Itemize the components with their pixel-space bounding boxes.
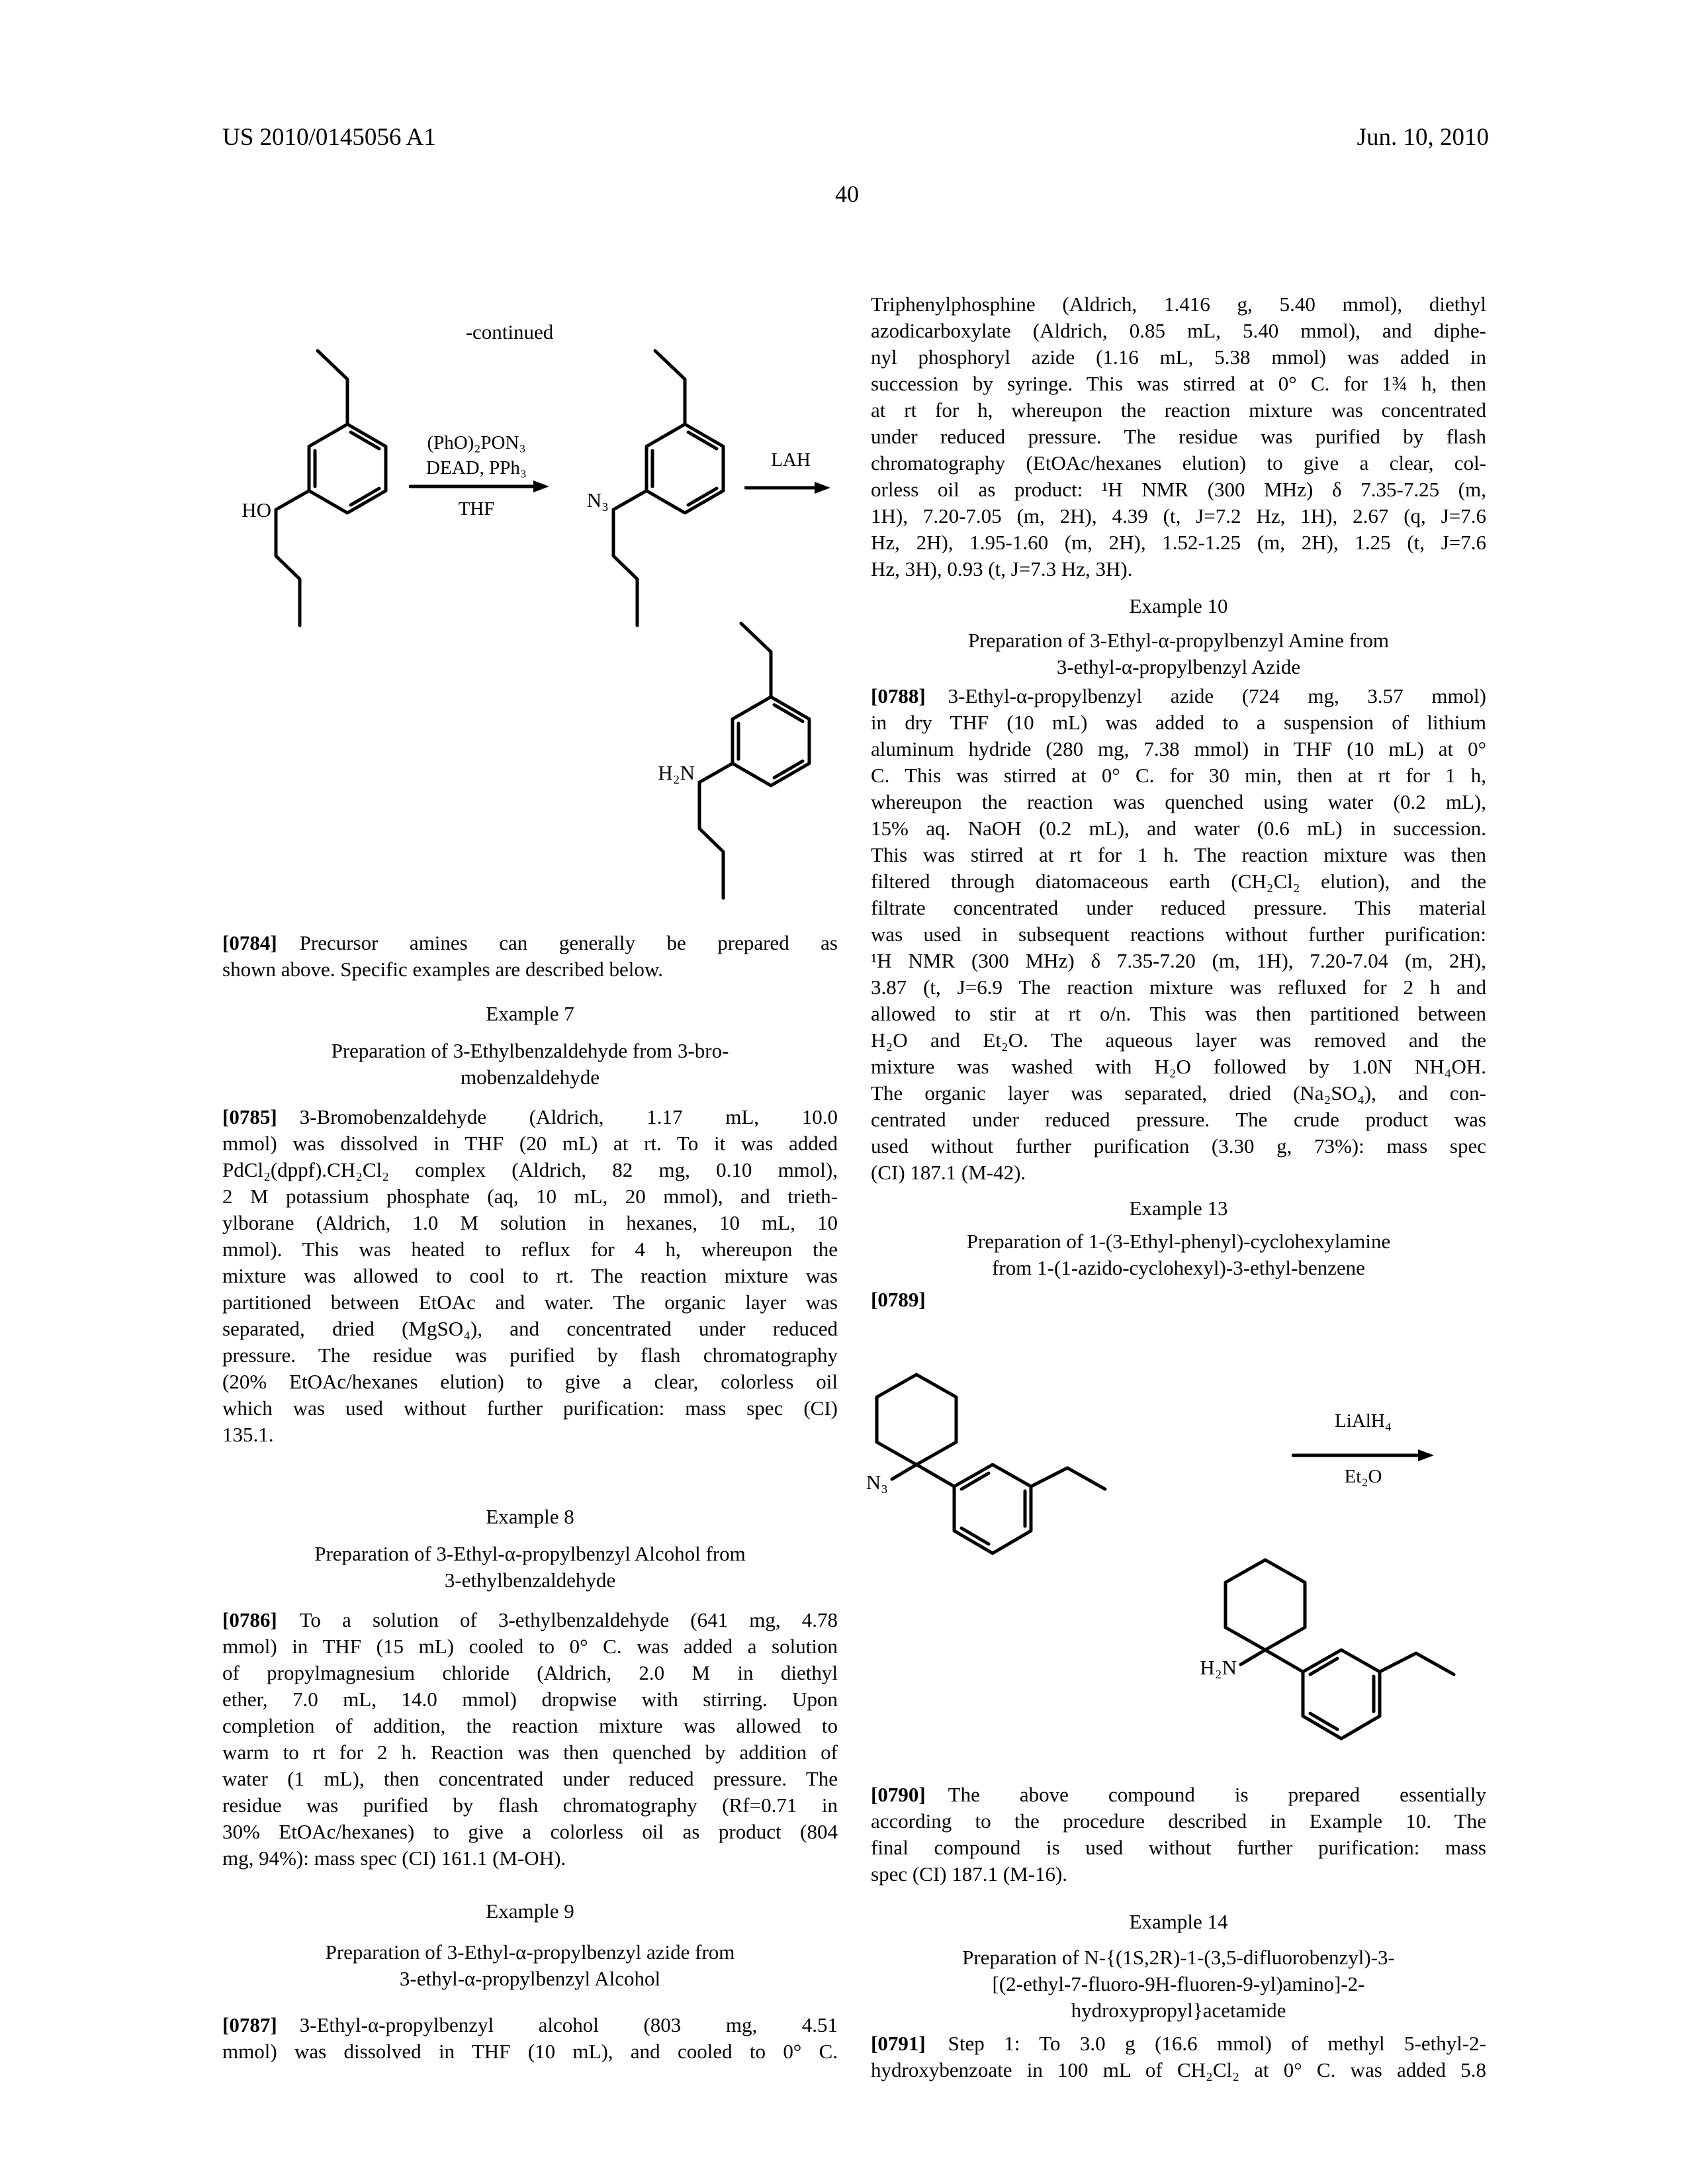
paragraph-tag: [0790] [871, 1783, 926, 1806]
text-line: shown above. Specific examples are described below. [222, 958, 663, 981]
text-line: (CI) 187.1 (M-42). [871, 1161, 1026, 1184]
azide-label: N₃ [866, 1471, 888, 1494]
text-line: of propylmagnesium chloride (Aldrich, 2.0 M in diethyl [222, 1661, 838, 1684]
text-line: Preparation of N-{(1S,2R)-1-(3,5-difluorobenzyl)-3- [962, 1946, 1395, 1969]
text-line: 2 M potassium phosphate (aq, 10 mL, 20 mmol), and trieth- [222, 1185, 838, 1208]
reagent-lah: LAH [771, 449, 811, 471]
text-line: 135.1. [222, 1423, 274, 1446]
text-line: filtrate concentrated under reduced pressure. This material [871, 896, 1486, 919]
paragraph-lines [222, 1130, 838, 1448]
text-line: water (1 mL), then concentrated under reduced pressure. The [222, 1767, 838, 1790]
text-line: ylborane (Aldrich, 1.0 M solution in hexanes, 10 mL, 10 [222, 1211, 838, 1234]
text-line: which was used without further purification: mass spec (CI) [222, 1396, 838, 1420]
reaction-arrow-2 [1292, 1447, 1434, 1464]
patent-number: US 2010/0145056 A1 [222, 124, 436, 151]
text-line: final compound is used without further purification: mass [871, 1836, 1486, 1859]
paragraph-0785 [222, 1104, 838, 1448]
text-line: mmol) was dissolved in THF (10 mL), and cooled to 0° C. [222, 2040, 838, 2063]
text-line: filtered through diatomaceous earth (CH₂Cl₂ elution), and the [871, 870, 1486, 893]
example10-subtitle [871, 627, 1486, 680]
text-line: whereupon the reaction was quenched using water (0.2 mL), [871, 790, 1486, 813]
paragraph-0789 [871, 1287, 1486, 1313]
example8-title: Example 8 [486, 1505, 574, 1528]
text-line: allowed to stir at rt o/n. This was then partitioned between [871, 1002, 1486, 1025]
paragraph-text: 3-Ethyl-α-propylbenzyl alcohol (803 mg, 4.51 [299, 2013, 838, 2036]
reagent-dead-pph3: DEAD, PPh₃ [426, 457, 527, 478]
paragraph-tag: [0787] [222, 2013, 277, 2036]
benzene-ring [309, 424, 386, 513]
text-line: Hz, 2H), 1.95-1.60 (m, 2H), 1.52-1.25 (m, 2H), 1.25 (t, J=7.6 [871, 531, 1486, 554]
paragraph-text: To a solution of 3-ethylbenzaldehyde (641 mg, 4.78 [299, 1608, 838, 1631]
page-number: 40 [835, 181, 859, 207]
text-line: azodicarboxylate (Aldrich, 0.85 mL, 5.40 mmol), and diphe- [871, 319, 1486, 342]
text-line: mixture was allowed to cool to rt. The reaction mixture was [222, 1264, 838, 1287]
paragraph-0784 [222, 930, 838, 983]
text-line: (20% EtOAc/hexanes elution) to give a clear, colorless oil [222, 1370, 838, 1393]
text-line: succession by syringe. This was stirred at 0° C. for 1¾ h, then [871, 372, 1486, 395]
text-line: was used in subsequent reactions without further purification: [871, 923, 1486, 946]
text-line: pressure. The residue was purified by flash chromatography [222, 1343, 838, 1367]
text-line: aluminum hydride (280 mg, 7.38 mmol) in THF (10 mL) at 0° [871, 737, 1486, 760]
paragraph-first-line [222, 930, 838, 956]
benzylic-propyl-bonds [276, 491, 309, 626]
paragraph-first-line [222, 1607, 838, 1633]
benzene-ring [1303, 1650, 1380, 1739]
text-line: The organic layer was separated, dried (Na₂SO₄), and con- [871, 1081, 1486, 1105]
solvent-thf: THF [458, 498, 495, 520]
paragraph-lines [871, 709, 1486, 1186]
text-line: Preparation of 3-Ethyl-α-propylbenzyl Amine from [967, 629, 1390, 652]
patent-date: Jun. 10, 2010 [1357, 124, 1489, 151]
example8-subtitle [222, 1541, 838, 1594]
structure-benzyl-alcohol [238, 343, 437, 641]
cyclohexane-ring [1226, 1560, 1305, 1650]
text-line: from 1-(1-azido-cyclohexyl)-3-ethyl-benzene [992, 1256, 1365, 1279]
scheme-continued-label: -continued [465, 320, 554, 343]
text-line: orless oil as product: ¹H NMR (300 MHz) δ 7.35-7.25 (m, [871, 478, 1486, 501]
text-line: nyl phosphoryl azide (1.16 mL, 5.38 mmol) was added in [871, 345, 1486, 369]
paragraph-tag: [0788] [871, 684, 926, 707]
text-line: hydroxypropyl}acetamide [1071, 1999, 1286, 2022]
ethyl-bond [1380, 1653, 1454, 1674]
text-line: 3-ethylbenzaldehyde [444, 1569, 616, 1592]
text-line: according to the procedure described in Example 10. The [871, 1809, 1486, 1833]
reaction-arrow-1 [409, 478, 549, 495]
paragraph-tag: [0789] [871, 1288, 926, 1311]
structure-azido-cyclohexyl-benzene [847, 1357, 1125, 1569]
paragraph-first-line [222, 1104, 838, 1130]
paragraph-first-line [871, 1287, 1486, 1313]
text-line: H₂O and Et₂O. The aqueous layer was removed and the [871, 1028, 1486, 1052]
hydroxyl-label: HO [242, 498, 271, 522]
text-line: under reduced pressure. The residue was purified by flash [871, 425, 1486, 448]
paragraph-text: Precursor amines can generally be prepared as [299, 931, 838, 954]
ethyl-bond [1031, 1468, 1105, 1489]
text-line: Preparation of 3-Ethyl-α-propylbenzyl Alcohol from [314, 1542, 746, 1565]
text-line: hydroxybenzoate in 100 mL of CH₂Cl₂ at 0° C. was added 5.8 [871, 2058, 1486, 2081]
paragraph-0790 [871, 1782, 1486, 1888]
example14-title: Example 14 [1129, 1910, 1228, 1933]
example10-title: Example 10 [1129, 594, 1228, 617]
text-line: mobenzaldehyde [460, 1066, 600, 1089]
paragraph-continuation [871, 291, 1486, 582]
text-line: Preparation of 1-(3-Ethyl-phenyl)-cyclohexylamine [966, 1230, 1391, 1253]
text-line: chromatography (EtOAc/hexanes elution) to give a clear, col- [871, 451, 1486, 475]
paragraph-text: 3-Bromobenzaldehyde (Aldrich, 1.17 mL, 10.0 [299, 1105, 838, 1128]
example7-title: Example 7 [486, 1002, 574, 1025]
paragraph-lines [222, 2038, 838, 2065]
cyclohexane-ring [877, 1375, 956, 1465]
text-line: mmol). This was heated to reflux for 4 h, whereupon the [222, 1238, 838, 1261]
structure-benzyl-amine [658, 615, 860, 913]
text-line: centrated under reduced pressure. The crude product was [871, 1108, 1486, 1131]
text-line: partitioned between EtOAc and water. The organic layer was [222, 1291, 838, 1314]
reagent-lialh4: LiAlH₄ [1335, 1410, 1392, 1432]
paragraph-text: The above compound is prepared essentially [948, 1783, 1486, 1806]
paragraph-0787 [222, 2012, 838, 2065]
text-line: This was stirred at rt for 1 h. The reaction mixture was then [871, 843, 1486, 866]
text-line: warm to rt for 2 h. Reaction was then quenched by addition of [222, 1741, 838, 1764]
ethyl-bond [318, 351, 347, 424]
paragraph-first-line [871, 683, 1486, 709]
reaction-arrow-lah [744, 479, 830, 496]
text-line: mmol) was dissolved in THF (20 mL) at rt. To it was added [222, 1132, 838, 1155]
example14-subtitle [871, 1944, 1486, 2024]
text-line: 3-ethyl-α-propylbenzyl Alcohol [399, 1967, 661, 1990]
paragraph-lines [222, 1633, 838, 1872]
text-line: mixture was washed with H₂O followed by 1.0N NH₄OH. [871, 1055, 1486, 1078]
text-line: spec (CI) 187.1 (M-16). [871, 1862, 1068, 1886]
text-line: mg, 94%): mass spec (CI) 161.1 (M-OH). [222, 1846, 566, 1870]
text-line: 1H), 7.20-7.05 (m, 2H), 4.39 (t, J=7.2 Hz, 1H), 2.67 (q, J=7.6 [871, 504, 1486, 527]
text-line: 3-ethyl-α-propylbenzyl Azide [1056, 655, 1301, 678]
paragraph-text: Step 1: To 3.0 g (16.6 mmol) of methyl 5-ethyl-2- [948, 2032, 1486, 2055]
paragraph-lines [871, 291, 1486, 582]
text-line: mmol) in THF (15 mL) cooled to 0° C. was added a solution [222, 1635, 838, 1658]
text-line: Preparation of 3-Ethyl-α-propylbenzyl azide from [325, 1940, 735, 1964]
example7-subtitle [222, 1038, 838, 1091]
paragraph-lines [222, 956, 838, 983]
text-line: 30% EtOAc/hexanes) to give a colorless oil as product (804 [222, 1820, 838, 1843]
text-line: at rt for h, whereupon the reaction mixture was concentrated [871, 398, 1486, 422]
paragraph-first-line [871, 1782, 1486, 1808]
text-line: in dry THF (10 mL) was added to a suspension of lithium [871, 711, 1486, 734]
paragraph-first-line [871, 2030, 1486, 2057]
benzene-ring [954, 1465, 1031, 1553]
paragraph-0791 [871, 2030, 1486, 2083]
structure-cyclohexylamine-benzene [1196, 1542, 1474, 1754]
paragraph-first-line [222, 2012, 838, 2038]
text-line: used without further purification (3.30 g, 73%): mass spec [871, 1134, 1486, 1158]
text-line: 3.87 (t, J=6.9 The reaction mixture was refluxed for 2 h and [871, 976, 1486, 999]
text-line: Triphenylphosphine (Aldrich, 1.416 g, 5.40 mmol), diethyl [871, 293, 1486, 316]
amine-label: H₂N [1200, 1656, 1237, 1679]
reagent-dppa: (PhO)₂PON₃ [427, 432, 526, 453]
paragraph-tag: [0784] [222, 931, 277, 954]
solvent-et2o: Et₂O [1344, 1466, 1382, 1487]
text-line: Hz, 3H), 0.93 (t, J=7.3 Hz, 3H). [871, 557, 1133, 580]
text-line: C. This was stirred at 0° C. for 30 min, then at rt for 1 h, [871, 764, 1486, 787]
amine-label: H₂N [658, 761, 695, 784]
text-line: Preparation of 3-Ethylbenzaldehyde from 3-bro- [331, 1039, 729, 1062]
paragraph-tag: [0786] [222, 1608, 277, 1631]
paragraph-tag: [0785] [222, 1105, 277, 1128]
paragraph-lines [871, 1808, 1486, 1888]
paragraph-lines [871, 2057, 1486, 2083]
text-line: 15% aq. NaOH (0.2 mL), and water (0.6 mL) in succession. [871, 817, 1486, 840]
text-line: residue was purified by flash chromatography (Rf=0.71 in [222, 1794, 838, 1817]
azide-label: N₃ [586, 488, 609, 512]
text-line: separated, dried (MgSO₄), and concentrated under reduced [222, 1317, 838, 1340]
paragraph-text: 3-Ethyl-α-propylbenzyl azide (724 mg, 3.57 mmol) [948, 684, 1486, 707]
example13-subtitle [871, 1228, 1486, 1281]
text-line: completion of addition, the reaction mixture was allowed to [222, 1714, 838, 1737]
paragraph-0788 [871, 683, 1486, 1186]
paragraph-0786 [222, 1607, 838, 1872]
text-line: ¹H NMR (300 MHz) δ 7.35-7.20 (m, 1H), 7.20-7.04 (m, 2H), [871, 949, 1486, 972]
paragraph-tag: [0791] [871, 2032, 926, 2055]
example13-title: Example 13 [1129, 1197, 1228, 1220]
text-line: [(2-ethyl-7-fluoro-9H-fluoren-9-yl)amino]-2- [992, 1972, 1365, 1995]
example9-title: Example 9 [486, 1899, 574, 1923]
example9-subtitle [222, 1939, 838, 1992]
text-line: ether, 7.0 mL, 14.0 mmol) dropwise with stirring. Upon [222, 1688, 838, 1711]
text-line: PdCl₂(dppf).CH₂Cl₂ complex (Aldrich, 82 mg, 0.10 mmol), [222, 1158, 838, 1181]
